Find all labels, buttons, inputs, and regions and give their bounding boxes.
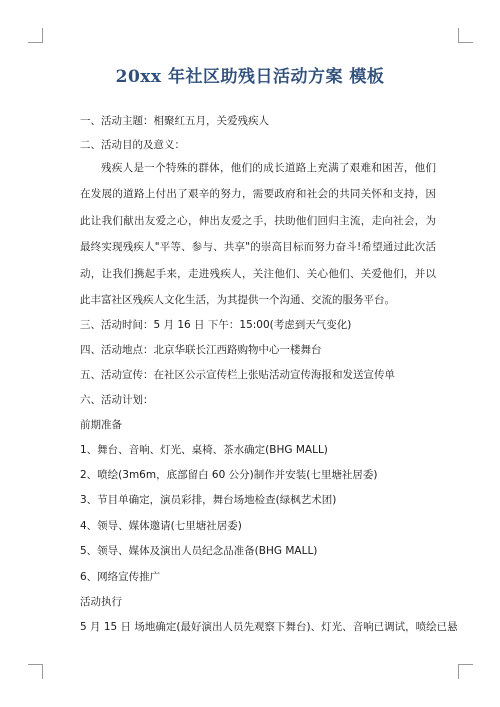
purpose-paragraph: 残疾人是一个特殊的群体，他们的成长道路上充满了艰难和困苦，他们在发展的道路上付出了艰辛的努力，需要政府和社会的共同关怀和支持，因此让我们献出友爱之心，伸出友爱之手，扶助他们回归主流，走向社会，为最终实现残疾人"平等、参与、共享"的崇高目标而努力奋斗!希望通过此次活动，让我们携起手来，走进残疾人，关注他们、关心他们、关爱他们，并以此丰富社区残疾人文化生活，为其提供一个沟通、交流的服务平台。 [80, 162, 436, 307]
exec-item: 5 月 15 日 场地确定(最好演出人员先观察下舞台)、灯光、音响已调试，喷绘已悬 [80, 621, 458, 633]
prep-item: 3、节目单确定，演员彩排，舞台场地检查(绿枫艺术团) [80, 494, 337, 506]
section-plan-heading: 六、活动计划： [80, 394, 154, 406]
prep-item: 1、舞台、音响、灯光、桌椅、茶水确定(BHG MALL) [80, 444, 328, 456]
crop-mark-bottom-left [28, 664, 43, 679]
prep-item: 4、领导、媒体邀请(七里塘社居委) [80, 520, 242, 532]
prep-item: 6、网络宣传推广 [80, 571, 161, 583]
prep-item: 2、喷绘(3m6m，底部留白 60 公分)制作并安装(七里塘社居委) [80, 469, 378, 481]
crop-mark-bottom-right [458, 664, 473, 679]
crop-mark-top-left [28, 28, 43, 43]
crop-mark-top-right [458, 28, 473, 43]
section-theme: 一、活动主题：相聚红五月，关爱残疾人 [80, 115, 269, 127]
section-purpose-heading: 二、活动目的及意义： [80, 139, 185, 151]
prep-heading: 前期准备 [80, 419, 122, 431]
section-publicity: 五、活动宣传：在社区公示宣传栏上张贴活动宣传海报和发送宣传单 [80, 369, 395, 381]
exec-heading: 活动执行 [80, 596, 122, 608]
prep-item: 5、领导、媒体及演出人员纪念品准备(BHG MALL) [80, 545, 318, 557]
section-time: 三、活动时间：5 月 16 日 下午：15:00(考虑到天气变化) [80, 319, 352, 331]
document-title: 20xx 年社区助残日活动方案 模板 [115, 67, 385, 87]
section-location: 四、活动地点：北京华联长江西路购物中心一楼舞台 [80, 344, 322, 356]
